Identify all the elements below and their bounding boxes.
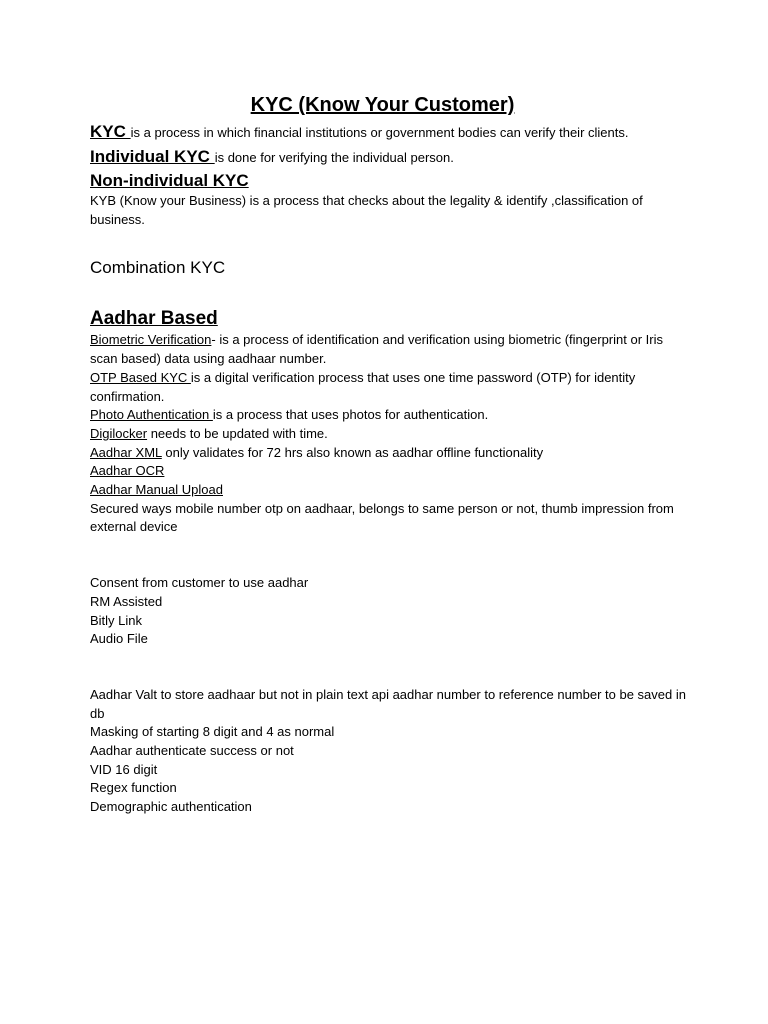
secured-ways-text: Secured ways mobile number otp on aadhaar, belongs to same person or not, thumb impression from external device	[90, 500, 674, 535]
digilocker-text: needs to be updated with time.	[147, 425, 328, 441]
aadhar-ocr-item	[90, 462, 690, 481]
consent-list	[90, 574, 690, 649]
aadhar-manual-upload-term: Aadhar Manual Upload	[90, 482, 223, 498]
biometric-verification-item	[90, 331, 690, 368]
aadhar-ocr-term: Aadhar OCR	[90, 463, 165, 479]
non-individual-kyc-heading: Non-individual KYC	[90, 171, 249, 190]
document-page	[90, 92, 690, 817]
aadhar-manual-upload-item	[90, 481, 690, 500]
individual-kyc-term: Individual KYC	[90, 147, 215, 166]
list-item: Consent from customer to use aadhar	[90, 575, 309, 591]
aadhar-xml-text: only validates for 72 hrs also known as aadhar offline functionality	[161, 444, 544, 460]
list-item: Aadhar Valt to store aadhaar but not in plain text api aadhar number to reference number to be saved in db	[90, 686, 686, 721]
kyc-text: is a process in which financial institutions or government bodies can verify their clients.	[130, 125, 629, 140]
list-item: Bitly Link	[90, 612, 143, 628]
otp-kyc-item	[90, 369, 690, 406]
vault-list	[90, 686, 690, 817]
kyc-term: KYC	[90, 122, 131, 141]
digilocker-term: Digilocker	[90, 425, 148, 441]
photo-authentication-item	[90, 406, 690, 425]
otp-kyc-term: OTP Based KYC	[90, 369, 191, 385]
kyc-definition	[90, 120, 690, 145]
photo-authentication-term: Photo Authentication	[90, 407, 213, 423]
list-item: VID 16 digit	[90, 761, 158, 777]
list-item: RM Assisted	[90, 593, 163, 609]
aadhar-based-heading: Aadhar Based	[90, 308, 218, 330]
otp-kyc-text: is a digital verification process that uses one time password (OTP) for identity confirmation.	[90, 369, 636, 404]
biometric-verification-term: Biometric Verification	[90, 332, 212, 348]
photo-authentication-text: is a process that uses photos for authentication.	[212, 407, 489, 423]
individual-kyc-text: is done for verifying the individual person.	[214, 150, 454, 165]
kyb-definition: KYB (Know your Business) is a process that checks about the legality & identify ,classification of business.	[90, 193, 643, 227]
spacer	[90, 649, 690, 686]
list-item: Demographic authentication	[90, 799, 252, 815]
aadhar-xml-term: Aadhar XML	[90, 444, 162, 460]
document-title: KYC (Know Your Customer)	[250, 94, 515, 116]
list-item: Regex function	[90, 780, 177, 796]
combination-kyc-heading: Combination KYC	[90, 258, 226, 278]
digilocker-item	[90, 425, 690, 444]
spacer	[90, 537, 690, 574]
individual-kyc-definition	[90, 145, 690, 170]
list-item: Masking of starting 8 digit and 4 as normal	[90, 724, 335, 740]
aadhar-xml-item	[90, 444, 690, 463]
biometric-verification-text: - is a process of identification and verification using biometric (fingerprint or Iris scan based) data using aadhaar number.	[90, 332, 663, 367]
list-item: Audio File	[90, 631, 148, 647]
list-item: Aadhar authenticate success or not	[90, 743, 294, 759]
